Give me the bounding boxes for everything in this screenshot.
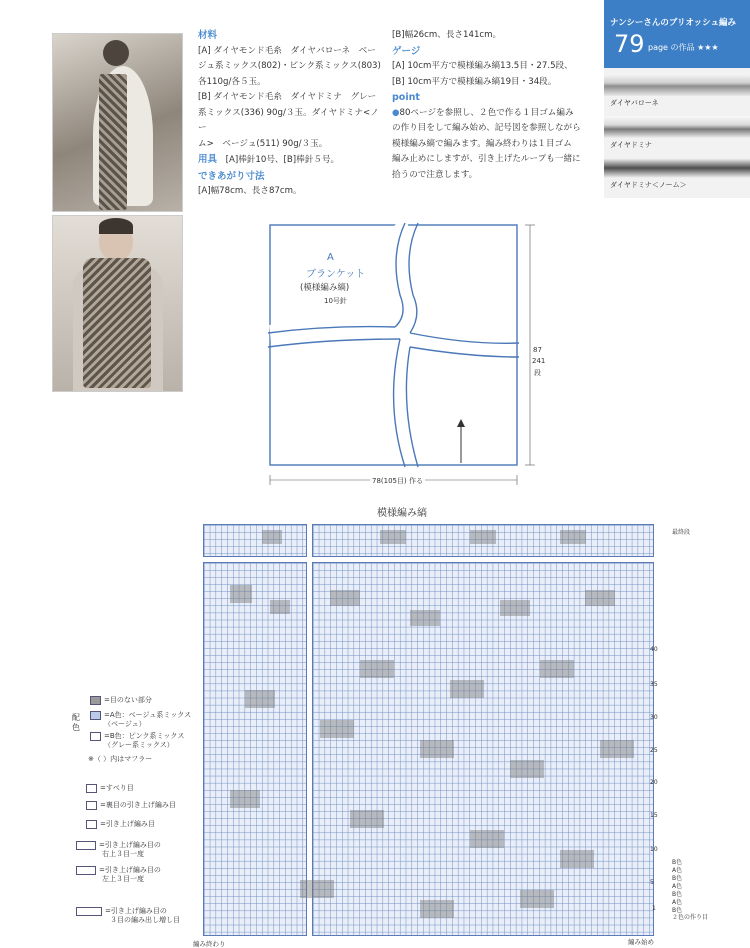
point-line4: 編み止めにしますが、引き上げたループも一緒に [392,154,581,164]
series-number: 79 [614,30,645,58]
color-row-3: B色 [672,875,683,882]
legend-pull-left1: =引き上げ編み目の [99,866,161,874]
point-line5: 拾うので注意します。 [392,169,478,180]
yarn-label-3: ダイヤドミナ＜ノーム＞ [610,181,687,189]
legend-inc1: =引き上げ編み目の [105,907,167,915]
chart-last-row-label: 最終段 [672,529,691,536]
series-banner [604,0,750,68]
series-title: ナンシーさんのブリオッシュ編み [610,18,737,28]
row-10: 10 [650,846,658,853]
b-color-icon [90,732,101,741]
materials-section [198,28,384,200]
schematic-width: 78(105目) 作る [372,477,423,485]
row-40: 40 [650,646,658,653]
photo-a [52,33,183,212]
point-line1 [392,106,600,122]
legend-a-color2: （ベージュ） [104,720,146,728]
empty-cell-icon [90,696,101,705]
row-5: 5 [650,879,654,886]
increase-icon [76,907,102,916]
yarn-swatch-3 [604,158,750,178]
chart-grid-left-top [203,524,307,557]
row-35: 35 [650,681,658,688]
series-page-text: page の作品 ★★★ [648,43,719,52]
legend-a-color: =A色：ベージュ系ミックス [104,711,192,719]
materials-a-line3: 各110g/各５玉。 [198,76,266,87]
chart-grid-left-main [203,562,307,936]
schematic-name: ブランケット [306,269,366,280]
schematic-piece: A [327,252,334,263]
yarn-label-2: ダイヤドミナ [610,141,652,149]
materials-b-line3: ム> ベージュ(511) 90g/３玉。 [198,138,328,149]
color-row-4: A色 [672,883,683,890]
tools-title: 用具 [198,154,218,165]
legend-slip: =すべり目 [100,784,134,792]
legend-inc2: ３目の編み出し増し目 [110,916,180,924]
finished-b: [B]幅26cm、長さ141cm。 [392,30,502,40]
blanket-schematic [260,215,560,497]
legend-note: ※（ ）内はマフラー [88,755,153,763]
legend-pull-left2: 左上３目一度 [102,875,144,883]
point-title: point [392,92,420,103]
right-decrease-icon [76,841,96,850]
schematic-height-rows: 241 [532,357,546,365]
tools-text: [A]棒針10号、[B]棒針５号。 [225,155,340,165]
color-row-2: A色 [672,867,683,874]
color-row-7: B色 [672,907,683,914]
gauge-section [392,28,600,183]
a-color-icon [90,711,101,720]
point-line1-text: 80ページを参照し、２色で作る１目ゴム編み [399,107,574,118]
chart-title: 模様編み縞 [377,508,427,519]
cast-on-label: ２色の作り目 [672,914,709,921]
gauge-b: [B] 10cm平方で模様編み縞19目・34段。 [392,76,557,87]
point-line3: 模様編み縞で編みます。編み終わりは１目ゴム [392,138,572,149]
slip-stitch-icon [86,784,97,793]
color-row-5: B色 [672,891,683,898]
legend-empty: =目のない部分 [104,696,152,704]
yarn-swatch-2 [604,116,750,138]
left-decrease-icon [76,866,96,875]
materials-b-line2: 系ミックス(336) 90g/３玉。ダイヤドミナ<ノー [198,107,379,133]
legend-b-color: =B色：ピンク系ミックス [104,732,185,740]
row-15: 15 [650,812,658,819]
materials-title: 材料 [198,30,218,41]
schematic-needle: 10号針 [324,297,347,305]
gauge-title: ゲージ [392,45,421,57]
knit-start-label: 編み始め [628,938,654,946]
legend-b-color2: （グレー系ミックス） [104,741,174,749]
color-row-1: B色 [672,859,683,866]
schematic-height-cm: 87 [533,346,542,354]
point-bullet-icon: ● [392,107,400,118]
knit-end-label: 編み終わり [193,940,226,948]
materials-a-line1: [A] ダイヤモンド毛糸 ダイヤバローネ ベー [198,45,376,56]
legend-pull-right1: =引き上げ編み目の [99,841,161,849]
legend-pull: =引き上げ編み目 [100,820,155,828]
schematic-height-unit: 段 [534,369,541,377]
pull-stitch-icon [86,820,97,829]
row-25: 25 [650,747,658,754]
gauge-a: [A] 10cm平方で模様編み縞13.5目・27.5段、 [392,61,573,71]
materials-a-line2: ジュ系ミックス(802)・ピンク系ミックス(803) [198,61,381,71]
legend-header: 配色 [72,713,80,732]
legend-reverse-pull: =裏目の引き上げ編み目 [100,801,176,809]
yarn-label-1: ダイヤバローネ [610,99,659,107]
point-line2: の作り目をして編み始め、記号図を参照しながら [392,123,581,133]
yarn-swatches [604,68,750,198]
row-1: 1 [652,905,656,912]
reverse-pull-icon [86,801,97,810]
finished-a: [A]幅78cm、長さ87cm。 [198,186,302,196]
finished-title: できあがり寸法 [198,170,265,182]
row-30: 30 [650,714,658,721]
legend-pull-right2: 右上３目一度 [102,850,144,858]
row-20: 20 [650,779,658,786]
yarn-swatch-1 [604,74,750,96]
materials-b-line1: [B] ダイヤモンド毛糸 ダイヤドミナ グレー [198,92,377,102]
color-row-6: A色 [672,899,683,906]
photo-b [52,215,183,392]
schematic-pattern: (模様編み縞) [300,283,350,293]
